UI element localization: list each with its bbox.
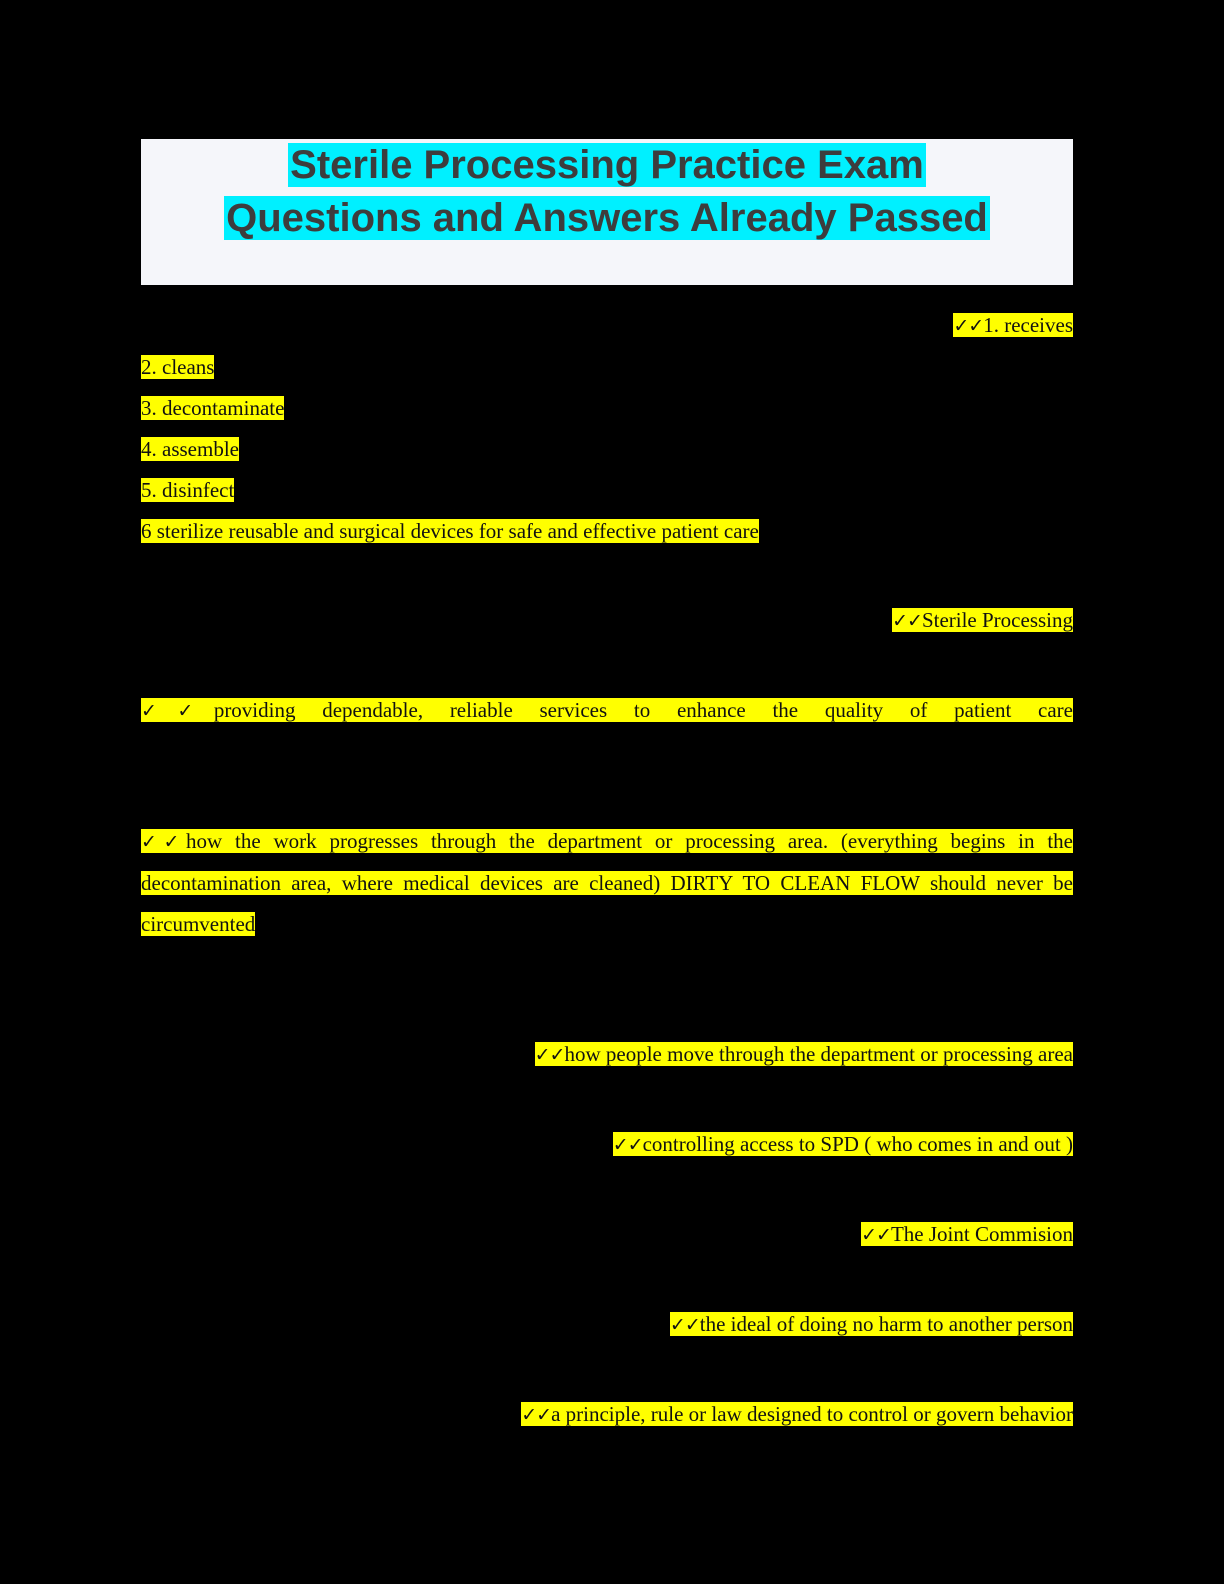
answer-block-1 xyxy=(141,305,1073,347)
answer-block-no-harm xyxy=(141,1304,1073,1346)
check-icon-2: ✓✓ xyxy=(892,610,922,632)
answer-text-regulation: a principle, rule or law designed to control or govern behavior xyxy=(551,1402,1073,1426)
document-title-text-1: Sterile Processing Practice Exam xyxy=(290,143,924,187)
answer-text-joint-commission: The Joint Commision xyxy=(890,1222,1073,1246)
answer-text-4: 4. assemble xyxy=(141,437,239,461)
answer-block-joint-commission xyxy=(141,1214,1073,1256)
answer-block-2 xyxy=(141,347,1073,388)
paragraph-gap xyxy=(141,986,1073,1034)
check-icon-4: ✓✓ xyxy=(141,831,187,853)
title-spacer xyxy=(141,245,1073,285)
answer-text-dependable-services: providing dependable, reliable services to enhance the quality of patient care xyxy=(213,698,1073,722)
paragraph-gap xyxy=(141,773,1073,821)
check-icon-5: ✓✓ xyxy=(534,1044,565,1066)
answer-block-sterile-processing xyxy=(141,600,1073,642)
check-icon-3: ✓✓ xyxy=(141,700,214,722)
answer-text-workflow: how the work progresses through the department or processing area. (everything begins in the decontamination area, where medical devices are cleaned) DIRTY TO CLEAN FLOW should never be circumvented xyxy=(141,829,1074,936)
check-icon-8: ✓✓ xyxy=(669,1314,700,1336)
answer-block-4 xyxy=(141,429,1073,470)
paragraph-gap xyxy=(141,1256,1073,1304)
check-icon-9: ✓✓ xyxy=(521,1404,552,1426)
document-body xyxy=(141,305,1073,1436)
answer-block-3 xyxy=(141,388,1073,429)
answer-text-no-harm: the ideal of doing no harm to another person xyxy=(699,1312,1073,1336)
answer-text-2: 2. cleans xyxy=(141,355,215,379)
answer-block-5 xyxy=(141,470,1073,511)
paragraph-gap xyxy=(141,1346,1073,1394)
paragraph-gap xyxy=(141,552,1073,600)
check-icon-1: ✓✓ xyxy=(953,315,984,337)
check-icon-7: ✓✓ xyxy=(861,1224,891,1246)
answer-text-3: 3. decontaminate xyxy=(141,396,285,420)
document-title-line-1 xyxy=(141,139,1073,192)
answer-block-regulation xyxy=(141,1394,1073,1436)
document-title-line-2 xyxy=(141,192,1073,245)
answer-block-traffic-control xyxy=(141,1124,1073,1166)
answer-text-traffic-control: controlling access to SPD ( who comes in and out ) xyxy=(642,1132,1073,1156)
check-icon-6: ✓✓ xyxy=(612,1134,643,1156)
answer-text-1: 1. receives xyxy=(983,313,1073,337)
answer-text-6: 6 sterilize reusable and surgical devices for safe and effective patient care xyxy=(141,519,759,543)
answer-text-5: 5. disinfect xyxy=(141,478,235,502)
answer-text-people-flow: how people move through the department or processing area xyxy=(564,1042,1073,1066)
paragraph-gap xyxy=(141,1076,1073,1124)
answer-block-workflow xyxy=(141,821,1073,986)
paragraph-gap xyxy=(141,642,1073,690)
answer-text-sterile-processing: Sterile Processing xyxy=(921,608,1073,632)
answer-block-6 xyxy=(141,511,1073,552)
answer-block-people-flow xyxy=(141,1034,1073,1076)
paragraph-gap xyxy=(141,1166,1073,1214)
document-title-block xyxy=(141,139,1073,285)
answer-block-dependable-services xyxy=(141,690,1073,773)
document-title-text-2: Questions and Answers Already Passed xyxy=(226,196,988,240)
